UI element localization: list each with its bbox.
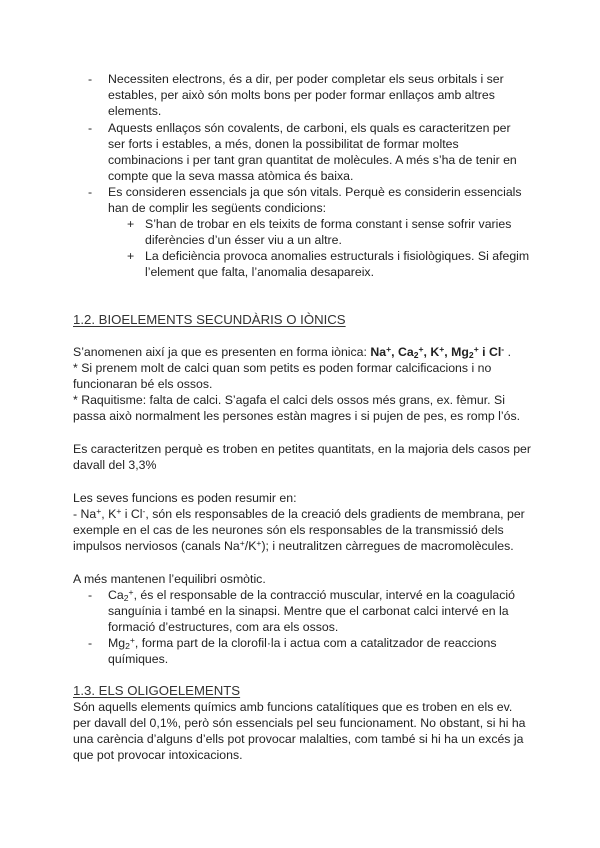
list-item-calcium: $Ca_2^+$, és el responsable de la contracció muscular, intervé en la coagulació sanguínia i també en la sinapsi. Mentre que el carbonat calci intervé en la formació d’estructures, com ara els ossos.: [108, 587, 515, 634]
sublist-item: [127, 216, 530, 248]
list-item-magnesium: $Mg_2^+$, forma part de la clorofil·la i actua com a catalitzador de reaccions químiques.: [108, 635, 497, 666]
subbullet-marker: +: [127, 217, 135, 231]
note-calcium: * Si prenem molt de calci quan som petits es poden formar calcificacions i no funcionaran bé els ossos.: [73, 361, 492, 391]
paragraph-functions-intro: Les seves funcions es poden resumir en:: [73, 491, 297, 505]
note-rickets: * Raquitisme: falta de calci. S’agafa el calci dels ossos més grans, ex. fèmur. Si passa això normalment les persones estàn magres i si pujen de pes, es romp l’ós.: [73, 393, 521, 423]
list-item-text: Aquests enllaços són covalents, de carboni, els quals es caracteritzen per ser forts i estables, a més, donen la possibilitat de formar moltes combinacions i per tant gran quantitat de molècules. A més s’ha de tenir en compte que la seva massa atòmica és baixa.: [108, 121, 517, 183]
bullet-marker: -: [88, 72, 93, 86]
sublist-item-text: S’han de trobar en els teixits de forma constant i sense sofrir varies diferències d’un ésser viu a un altre.: [145, 217, 512, 247]
list-item: [88, 635, 530, 667]
bullet-marker: -: [88, 185, 93, 199]
list-item: [88, 71, 530, 119]
section-heading: 1.2. BIOELEMENTS SECUNDÀRIS O IÒNICS: [73, 312, 346, 327]
paragraph-quantity: Es caracteritzen perquè es troben en petites quantitats, en la majoria dels casos per davall del 3,3%: [73, 442, 531, 472]
paragraph-ionic-form: S’anomenen així ja que es presenten en forma iònica: Na+, $Ca_2^+$, K+, $Mg_2^+$ i Cl- .: [73, 344, 512, 360]
list-item: [88, 587, 530, 635]
bullet-marker: -: [88, 121, 93, 135]
list-item-text: Es consideren essencials ja que són vitals. Perquè es considerin essencials han de complir les següents condicions:: [108, 185, 522, 215]
section-heading: 1.3. ELS OLIGOELEMENTS: [73, 683, 241, 698]
sublist-item-text: La deficiència provoca anomalies estructurals i fisiològiques. Si afegim l’element que falta, l’anomalia desapareix.: [145, 249, 530, 279]
subbullet-marker: +: [127, 249, 135, 263]
bullet-marker: -: [88, 588, 93, 602]
list-item: [88, 184, 530, 216]
paragraph-osmotic: A més mantenen l’equilibri osmòtic.: [73, 572, 266, 586]
paragraph-oligoelements: Són aquells elements químics amb funcions catalítiques que es troben en els ev. per davall del 0,1%, però són essencials pel seu funcionament. No obstant, si hi ha una carència d’alguns d’ells pot provocar malalties, com també si hi ha un excés ja que pot provocar intoxicacions.: [73, 700, 526, 762]
sublist-item: [127, 248, 530, 280]
list-item: [88, 120, 530, 184]
bullet-marker: -: [88, 636, 93, 650]
list-item-text: Necessiten electrons, és a dir, per poder completar els seus orbitals i ser estables, per això són molts bons per poder formar enllaços amb altres elements.: [108, 72, 504, 118]
paragraph-functions: - Na+, K+ i Cl-, són els responsables de la creació dels gradients de membrana, per exemple en el cas de les neurones són els responsables de la transmissió dels impulsos nerviosos (canals Na+/K+); i neutralitzen càrregues de macromolècules.: [73, 506, 525, 553]
